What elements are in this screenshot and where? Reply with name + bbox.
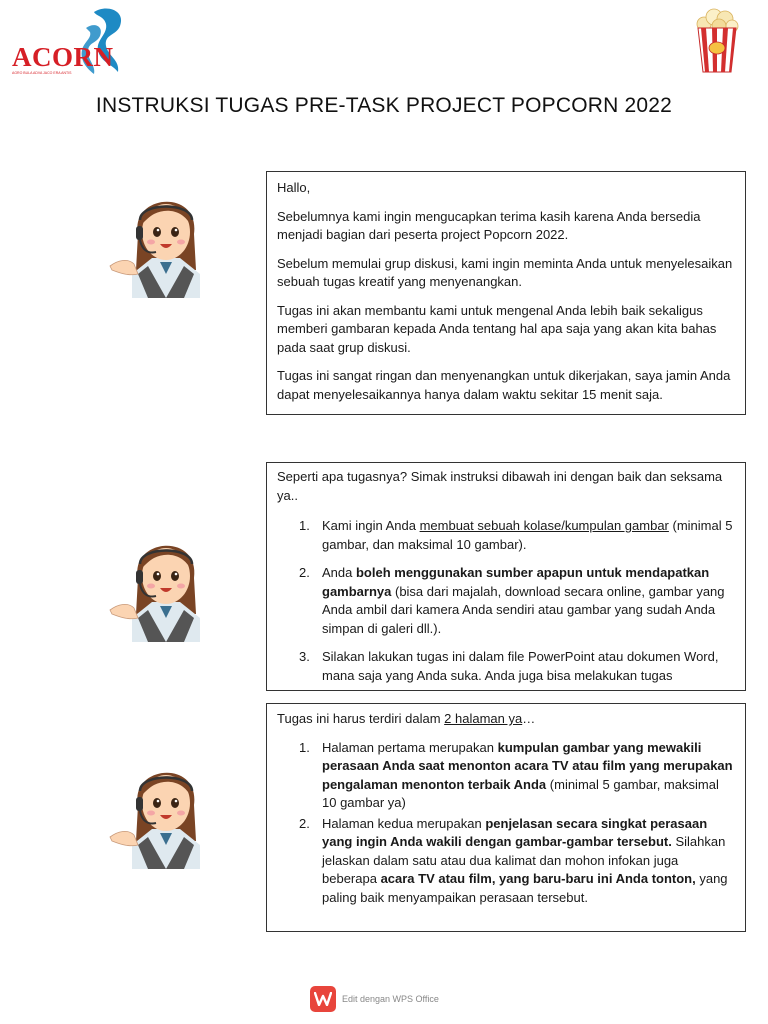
item-text: Silahkan jelaskan dalam satu atau dua kalimat dan mohon infokan juga beberapa [322, 834, 726, 886]
pages-intro [277, 710, 735, 729]
item-text: (bisa dari majalah, download secara online, gambar yang Anda ambil dari kamera Anda sendiri atau gambar yang sudah Anda simpan di galeri dll.). [322, 583, 725, 636]
item-emphasis: kumpulan gambar yang mewakili perasaan Anda saat menonton acara TV atau film yang merupakan pengalaman menonton terbaik Anda [322, 739, 733, 792]
popcorn-icon [692, 4, 742, 74]
item-emphasis: boleh menggunakan sumber apapun untuk mendapatkan gambarnya [322, 565, 710, 599]
item-text: Anda [322, 565, 356, 580]
paragraph-request: Sebelum memulai grup diskusi, kami ingin meminta Anda untuk menyelesaikan sebuah tugas kreatif yang menyenangkan. [277, 255, 733, 289]
item-text: (minimal 5 gambar, dan maksimal 10 gambar). [322, 518, 733, 552]
list-item [277, 648, 735, 685]
footer-text: Edit dengan WPS Office [342, 994, 439, 1004]
item-emphasis: acara TV atau film, yang baru-baru ini Anda tonton, [380, 871, 696, 886]
customer-service-avatar [108, 518, 220, 642]
paragraph-thanks: Sebelumnya kami ingin mengucapkan terima kasih karena Anda bersedia menjadi bagian dari peserta project Popcorn 2022. [277, 208, 701, 242]
customer-service-avatar [108, 174, 220, 298]
item-emphasis: penjelasan secara singkat perasaan yang ingin Anda wakili dengan gambar-gambar tersebut. [322, 815, 708, 849]
instructions-list [277, 517, 735, 685]
logo-text: ACORN [12, 42, 114, 72]
item-number: 2. [299, 815, 310, 831]
item-text: Kami ingin Anda [322, 518, 420, 533]
instructions-box [266, 462, 746, 691]
item-text: Silakan lakukan tugas ini dalam file PowerPoint atau dokumen Word, mana saja yang Anda suka. Anda juga bisa melakukan tugas [322, 649, 719, 683]
paragraph-purpose: Tugas ini akan membantu kami untuk mengenal Anda lebih baik sekaligus memberi gambaran kepada Anda tentang hal apa saja yang akan kita bahas pada saat grup diskusi. [277, 302, 717, 355]
pages-list [277, 739, 735, 908]
item-text: Halaman kedua merupakan [322, 815, 486, 831]
item-number: 3. [299, 649, 310, 664]
item-text: Halaman pertama merupakan [322, 739, 498, 755]
paragraph-duration: Tugas ini sangat ringan dan menyenangkan untuk dikerjakan, saya jamin Anda dapat menyelesaikannya hanya dalam waktu sekitar 15 menit saja. [277, 368, 731, 402]
acorn-logo [8, 4, 132, 78]
item-emphasis: membuat sebuah kolase/kumpulan gambar [419, 518, 669, 533]
item-number: 1. [299, 518, 310, 533]
customer-service-avatar [108, 745, 220, 869]
list-item [277, 815, 735, 908]
item-text: (minimal 5 gambar, maksimal 10 gambar ya) [322, 776, 719, 810]
item-number: 1. [299, 739, 310, 755]
item-text: yang paling baik menyampaikan perasaan tersebut. [322, 871, 728, 905]
list-item [277, 517, 735, 554]
intro-text: Tugas ini harus terdiri dalam [277, 711, 445, 726]
wps-office-icon [310, 986, 336, 1012]
greeting-text: Hallo, [277, 180, 311, 195]
page-title: INSTRUKSI TUGAS PRE-TASK PROJECT POPCORN 2022 [95, 94, 673, 117]
instructions-intro: Seperti apa tugasnya? Simak instruksi dibawah ini dengan baik dan seksama ya.. [277, 469, 723, 503]
list-item [277, 564, 735, 638]
intro-ellipsis: … [522, 711, 536, 726]
intro-emphasis: 2 halaman ya [444, 711, 523, 726]
logo-subtitle: AGRO BULA ADVA JACO ERA ANTIS [12, 71, 72, 75]
wps-footer[interactable] [310, 985, 439, 1013]
item-number: 2. [299, 565, 310, 580]
intro-box [266, 171, 746, 415]
pages-box [266, 703, 746, 932]
list-item [277, 739, 735, 813]
